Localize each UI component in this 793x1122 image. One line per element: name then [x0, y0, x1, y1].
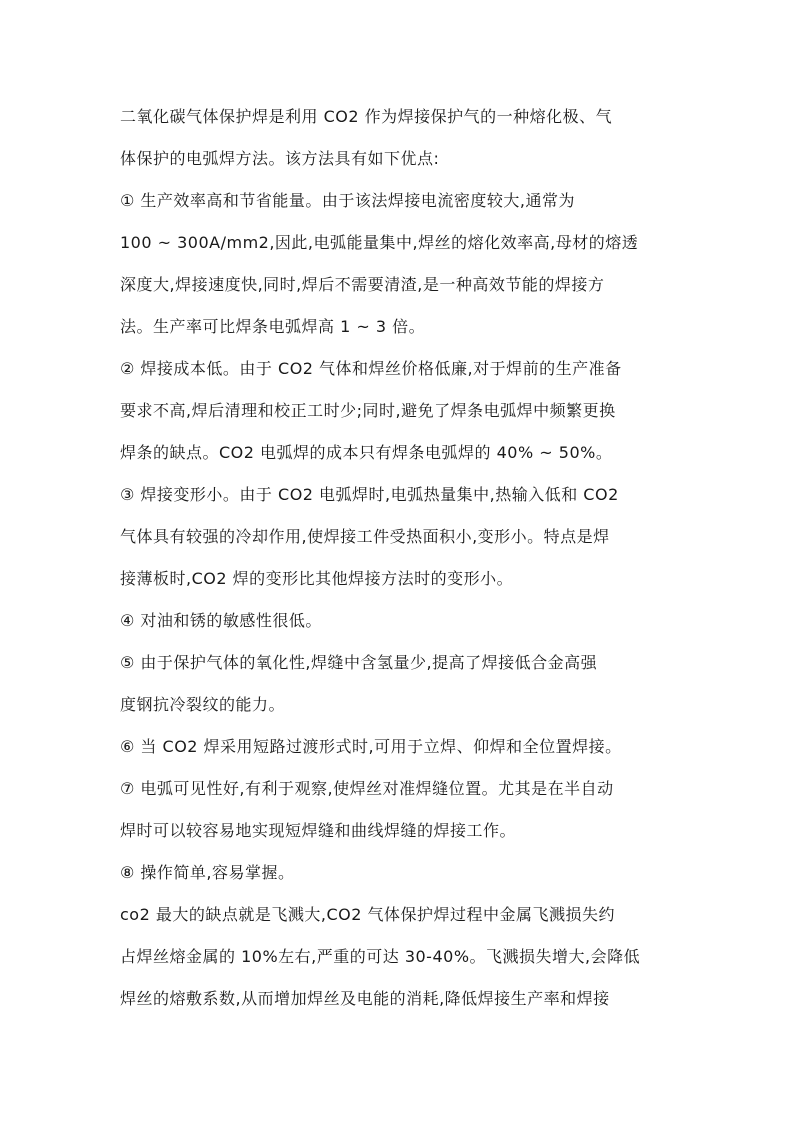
text-line: ⑥ 当 CO2 焊采用短路过渡形式时,可用于立焊、仰焊和全位置焊接。 [120, 737, 622, 756]
text-line: 法。生产率可比焊条电弧焊高 1 ~ 3 倍。 [120, 317, 426, 336]
document-body [120, 96, 680, 1020]
text-line: 度钢抗冷裂纹的能力。 [120, 695, 286, 714]
text-line: ③ 焊接变形小。由于 CO2 电弧焊时,电弧热量集中,热输入低和 CO2 [120, 485, 619, 504]
text-line: 气体具有较强的冷却作用,使焊接工件受热面积小,变形小。特点是焊 [120, 527, 610, 546]
text-line: 焊丝的熔敷系数,从而增加焊丝及电能的消耗,降低焊接生产率和焊接 [120, 989, 610, 1008]
text-line: 二氧化碳气体保护焊是利用 CO2 作为焊接保护气的一种熔化极、气 [120, 107, 613, 126]
text-line: ① 生产效率高和节省能量。由于该法焊接电流密度较大,通常为 [120, 191, 576, 210]
text-line: 深度大,焊接速度快,同时,焊后不需要清渣,是一种高效节能的焊接方 [120, 275, 605, 294]
text-line: 接薄板时,CO2 焊的变形比其他焊接方法时的变形小。 [120, 569, 514, 588]
text-line: co2 最大的缺点就是飞溅大,CO2 气体保护焊过程中金属飞溅损失约 [120, 905, 615, 924]
text-line: 100 ~ 300A/mm2,因此,电弧能量集中,焊丝的熔化效率高,母材的熔透 [120, 233, 639, 252]
text-line: ⑧ 操作简单,容易掌握。 [120, 863, 295, 882]
text-line: 体保护的电弧焊方法。该方法具有如下优点: [120, 149, 440, 168]
text-line: ② 焊接成本低。由于 CO2 气体和焊丝价格低廉,对于焊前的生产准备 [120, 359, 622, 378]
text-line: 占焊丝熔金属的 10%左右,严重的可达 30-40%。飞溅损失增大,会降低 [120, 947, 641, 966]
text-line: ⑤ 由于保护气体的氧化性,焊缝中含氢量少,提高了焊接低合金高强 [120, 653, 598, 672]
text-line: ④ 对油和锈的敏感性很低。 [120, 611, 322, 630]
text-line: 要求不高,焊后清理和校正工时少;同时,避免了焊条电弧焊中频繁更换 [120, 401, 616, 420]
text-line: ⑦ 电弧可见性好,有利于观察,使焊丝对准焊缝位置。尤其是在半自动 [120, 779, 614, 798]
text-line: 焊时可以较容易地实现短焊缝和曲线焊缝的焊接工作。 [120, 821, 517, 840]
text-line: 焊条的缺点。CO2 电弧焊的成本只有焊条电弧焊的 40% ~ 50%。 [120, 443, 613, 462]
